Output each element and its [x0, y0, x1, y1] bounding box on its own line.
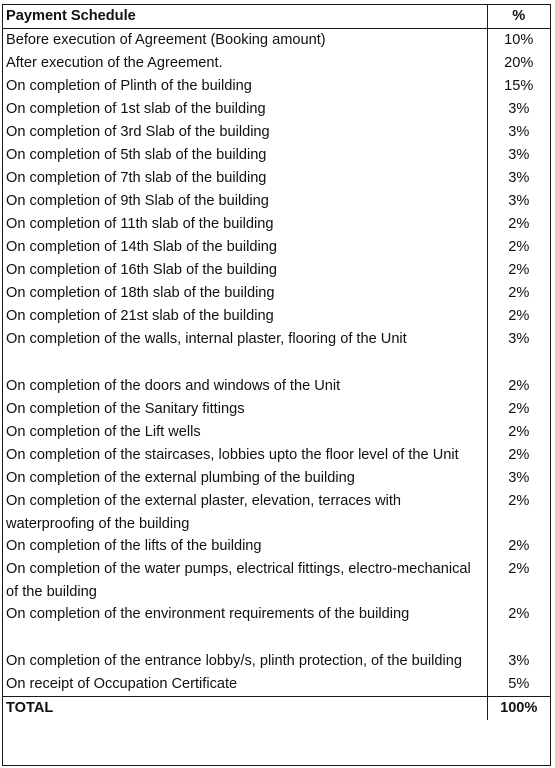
row-percent: 5% — [487, 673, 550, 697]
row-description: On completion of the water pumps, electrical fittings, electro-mechanical of the building — [6, 561, 471, 600]
table-row — [3, 398, 550, 421]
header-percent: % — [487, 5, 550, 29]
table-total-row — [3, 697, 550, 721]
table-row — [3, 490, 550, 535]
row-description: On completion of the Sanitary fittings — [6, 401, 245, 417]
table-row — [3, 535, 550, 558]
table-row — [3, 144, 550, 167]
row-description: Before execution of Agreement (Booking amount) — [6, 32, 326, 48]
row-percent: 2% — [487, 213, 550, 236]
row-percent: 2% — [487, 375, 550, 398]
row-description: On completion of 1st slab of the building — [6, 101, 266, 117]
row-description: On completion of 16th Slab of the building — [6, 262, 277, 278]
table-row — [3, 236, 550, 259]
table-header-row — [3, 5, 550, 29]
table-row — [3, 444, 550, 467]
table-row — [3, 190, 550, 213]
total-percent: 100% — [487, 697, 550, 721]
row-percent: 3% — [487, 650, 550, 673]
row-percent: 2% — [487, 535, 550, 558]
row-percent: 3% — [487, 144, 550, 167]
row-percent: 2% — [487, 421, 550, 444]
row-percent: 2% — [487, 398, 550, 421]
table-row — [3, 259, 550, 282]
table-row — [3, 75, 550, 98]
table-row — [3, 282, 550, 305]
row-percent: 2% — [487, 282, 550, 305]
table-spacer-row — [3, 351, 550, 375]
table-row — [3, 52, 550, 75]
row-description: On completion of 7th slab of the building — [6, 170, 267, 186]
row-description: On completion of 21st slab of the building — [6, 308, 274, 324]
payment-schedule-sheet — [2, 4, 551, 766]
row-percent: 2% — [487, 603, 550, 626]
header-description: Payment Schedule — [3, 5, 487, 29]
row-description: On completion of the staircases, lobbies upto the floor level of the Unit — [6, 447, 459, 463]
row-description: On completion of the entrance lobby/s, plinth protection, of the building — [6, 653, 462, 669]
row-percent: 10% — [487, 29, 550, 53]
row-percent: 3% — [487, 467, 550, 490]
row-description: On completion of the Lift wells — [6, 424, 201, 440]
table-row — [3, 421, 550, 444]
table-spacer-row — [3, 626, 550, 650]
row-percent: 3% — [487, 121, 550, 144]
row-description: On completion of 5th slab of the building — [6, 147, 267, 163]
row-description: On completion of Plinth of the building — [6, 78, 252, 94]
table-row — [3, 375, 550, 398]
row-description — [3, 626, 487, 650]
row-description — [3, 351, 487, 375]
table-row — [3, 603, 550, 626]
row-description: On completion of the external plumbing of the building — [6, 470, 355, 486]
row-percent: 2% — [487, 305, 550, 328]
payment-schedule-table — [3, 5, 550, 720]
row-percent: 2% — [487, 558, 550, 603]
row-percent — [487, 626, 550, 650]
row-description: After execution of the Agreement. — [6, 55, 223, 71]
table-row — [3, 650, 550, 673]
table-row — [3, 98, 550, 121]
table-row — [3, 213, 550, 236]
row-description: On receipt of Occupation Certificate — [6, 676, 238, 692]
table-row — [3, 467, 550, 490]
row-description: On completion of 9th Slab of the building — [6, 193, 269, 209]
table-row — [3, 328, 550, 351]
table-row — [3, 29, 550, 53]
table-row — [3, 558, 550, 603]
row-percent — [487, 351, 550, 375]
row-percent: 2% — [487, 444, 550, 467]
row-description: On completion of the doors and windows of the Unit — [6, 378, 341, 394]
row-percent: 3% — [487, 190, 550, 213]
row-description: On completion of 11th slab of the building — [6, 216, 274, 232]
row-percent: 3% — [487, 328, 550, 351]
row-percent: 20% — [487, 52, 550, 75]
row-percent: 2% — [487, 236, 550, 259]
row-percent: 15% — [487, 75, 550, 98]
row-percent: 3% — [487, 98, 550, 121]
row-percent: 3% — [487, 167, 550, 190]
table-row — [3, 305, 550, 328]
row-description: On completion of 14th Slab of the building — [6, 239, 277, 255]
table-row — [3, 167, 550, 190]
total-label: TOTAL — [3, 697, 487, 721]
row-description: On completion of 18th slab of the building — [6, 285, 275, 301]
row-percent: 2% — [487, 259, 550, 282]
row-percent: 2% — [487, 490, 550, 535]
table-row — [3, 121, 550, 144]
row-description: On completion of the lifts of the building — [6, 538, 262, 554]
row-description: On completion of 3rd Slab of the building — [6, 124, 270, 140]
table-row — [3, 673, 550, 697]
row-description: On completion of the walls, internal plaster, flooring of the Unit — [6, 331, 407, 347]
row-description: On completion of the environment requirements of the building — [6, 606, 410, 622]
row-description: On completion of the external plaster, elevation, terraces with waterproofing of the building — [6, 493, 402, 532]
